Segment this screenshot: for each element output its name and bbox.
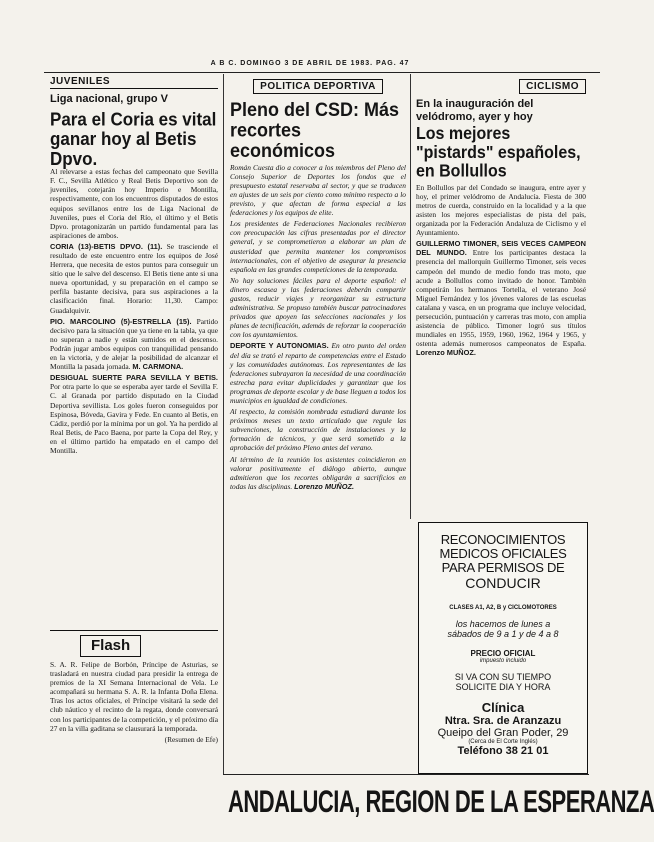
ad-line: SOLICITE DIA Y HORA <box>455 682 551 692</box>
banner-rule <box>223 774 589 775</box>
article-lead: GUILLERMO TIMONER, SEIS VECES CAMPEON DEL MUNDO. <box>416 239 586 258</box>
article-paragraph: Por otra parte lo que se esperaba ayer tarde el Sevilla F. C. al Granada por partido disputado en la Ciudad Deportiva sevillista. Los goles fueron conseguidos por Espinosa, Bóveda, Gavira y Fede. En cuanto al Betis, en Cádiz, perdió por la mínima por un gol. Ya ha perdido al Real Betis, de Paco Baena, por parte la Copa del Rey, y en el último partido ha empatado en el campo del Montilla. <box>50 382 218 455</box>
ad-line: los hacemos de lunes a <box>455 619 551 629</box>
article-paragraph: Los presidentes de Federaciones Nacionales recibieron con preocupación las cifras presentadas por el director general, y se comprometieron a elaborar un plan de austeridad que permita mantener los compromisos internacionales, con el objetivo de asegurar la presencia española en las grandes competiciones de la temporada. <box>230 219 406 274</box>
article-paragraph: Román Cuesta dio a conocer a los miembros del Pleno del Consejo Superior de Deportes los fondos que el presupuesto estatal reservaba al sector, y que se traducen en ajustes de un seis por ciento como mínimo respecto a lo previsto, y que afectan de forma especial a las federaciones y los equipos de elite. <box>230 162 406 218</box>
article-lead: DEPORTE Y AUTONOMIAS. <box>230 341 329 351</box>
flash-title-box <box>80 635 141 657</box>
ad-line: Clínica <box>481 700 525 715</box>
column-ciclismo <box>416 76 586 516</box>
section-label: CICLISMO <box>519 79 586 94</box>
banner-box <box>228 783 654 820</box>
ad-line: CLASES A1, A2, B y CICLOMOTORES <box>449 605 557 611</box>
ad-line: MEDICOS OFICIALES <box>439 546 567 561</box>
advertisement <box>418 522 588 774</box>
section-label: JUVENILES <box>50 76 218 89</box>
flash-signature: (Resumen de Efe) <box>164 734 218 744</box>
headline: Pleno del CSD: Más recortes económicos <box>230 98 400 162</box>
byline: Lorenzo MUÑOZ. <box>416 348 476 358</box>
article-paragraph: Al término de la reunión los asistentes coincidieron en valorar positivamente el diálogo abierto, aunque admitieron que los recortes obligarán a sacrificios en todas las disciplinas. <box>230 454 406 491</box>
article-paragraph: Entre los participantes destaca la presencia del mallorquín Guillermo Timoner, seis veces campeón del mundo de medio fondo tras moto, que acude a Bollullos como invitado de honor. También competirán los hermanos Tortella, el veterano José Miguel Fernández y los jóvenes valores de las escuelas catalana y vasca, en un programa que incluye velocidad, persecución, puntuación y carreras tras moto, con amplia asistencia de público. Timoner logró sus títulos mundiales en 1955, 1959, 1960, 1962, 1964 y 1965, y ostenta además numerosos campeonatos de España. <box>416 248 586 349</box>
ad-line: (Cerca de El Corte Inglés) <box>468 739 538 745</box>
flash-text: S. A. R. Felipe de Borbón, Príncipe de Asturias, se trasladará en nuestra ciudad para presidir la entrega de premios de la XI Semana Internacional de Vela. Le acompañará su hermana S. A. R. la Infanta Doña Elena. Tras los actos oficiales, el Príncipe visitará la sede del club náutico y el recinto de la regata, donde conversará con los participantes de la competición, y el próximo día 27 en la villa gaditana se clausurará la temporada. <box>50 660 218 733</box>
article-paragraph: En Bollullos par del Condado se inaugura, entre ayer y hoy, el primer velódromo de Andalucía. Fiesta de 300 metros de cuerda, construido en la localidad y a la que asisten los mejores especialistas de pista del país, organizada por la Federación Andaluza de Ciclismo y el Ayuntamiento. <box>416 182 586 238</box>
ad-line: sábados de 9 a 1 y de 4 a 8 <box>447 629 559 639</box>
article-paragraph: Partido decisivo para la situación que ya tiene en la tabla, ya que no superan a nadie y están sumidos en el descenso. Podrán jugar ambos equipos con tranquilidad pensando en la victoria, y de alejar la posibilidad de alcanzar el Montilla la pasada jornada. <box>50 316 218 372</box>
ad-line: Queipo del Gran Poder, 29 <box>437 727 569 739</box>
flash-box <box>50 630 218 773</box>
page-header: A B C. DOMINGO 3 DE ABRIL DE 1983. PAG. 47 <box>210 60 410 67</box>
headline: Los mejores "pistards" españoles, en Bollullos <box>416 125 581 181</box>
kicker: Liga nacional, grupo V <box>50 93 168 105</box>
column-divider <box>223 74 224 774</box>
section-label: POLITICA DEPORTIVA <box>253 79 383 94</box>
ad-line: impuesto incluido <box>479 658 527 664</box>
article-lead: DESIGUAL SUERTE PARA SEVILLA Y BETIS. <box>50 373 218 383</box>
byline: Lorenzo MUÑOZ. <box>294 481 355 491</box>
ad-line: CONDUCIR <box>465 575 541 591</box>
header-rule <box>44 72 600 73</box>
ad-line: PRECIO OFICIAL <box>470 649 536 658</box>
article-paragraph: No hay soluciones fáciles para el deporte español: el dinero escasea y las federaciones deberán compartir gastos, reducir viajes y reorganizar su estructura administrativa. Se propuso también buscar patrocinadores privados que apoyen las selecciones nacionales y los planes de tecnificación, además de reforzar la cooperación con los ayuntamientos. <box>230 275 406 340</box>
article-paragraph: Se trasciende el resultado de este encuentro entre los equipos de José Herrera, que necesita de estos puntos para conseguir un sitio que le salve del descenso. El Betis tiene ante si una nueva oportunidad, y su preparación en el campo se perfila bastante decisiva, para sus aspiraciones a la clasificación final. Horario: 11,30. Campo: Guadalquivir. <box>50 241 218 315</box>
column-divider <box>410 74 411 519</box>
ad-line: RECONOCIMIENTOS <box>440 532 566 547</box>
article-paragraph: Al respecto, la comisión nombrada estudiará durante los próximos meses un texto articulado que regule las subvenciones, la construcción de instalaciones y la formación de técnicos, y que será sometido a la aprobación del próximo Pleno antes del verano. <box>230 407 406 453</box>
byline: M. CARMONA. <box>132 362 184 372</box>
article-lead: CORIA (13)-BETIS DPVO. (11). <box>50 241 163 251</box>
ad-line: SI VA CON SU TIEMPO <box>454 672 552 682</box>
ad-line: PARA PERMISOS DE <box>441 560 565 575</box>
ad-line: Ntra. Sra. de Aranzazu <box>444 715 562 727</box>
headline: Para el Coria es vital ganar hoy al Betis Dpvo. <box>50 108 217 169</box>
article-paragraph: Al relevarse a estas fechas del campeonato que Sevilla F. C., Sevilla Atlético y Real Betis Deportivo son de juveniles, cotejarán hoy Imperio e Montilla, respectivamente, con los encuentros disputados de estos equipos sevillanos entre los de Liga Nacional de Juveniles, pues el Coria del Río, el último y el Betis Dpvo. protagonizarán un partido fundamental para las aspiraciones de ambos. <box>50 167 218 240</box>
kicker: En la inauguración del velódromo, ayer y hoy <box>416 98 534 123</box>
flash-title: Flash <box>91 637 131 654</box>
banner-headline: ANDALUCIA, REGION DE LA ESPERANZA <box>228 783 654 820</box>
article-lead: PIO. MARCOLINO (5)-ESTRELLA (15). <box>50 316 192 326</box>
column-politica-deportiva <box>230 76 406 772</box>
ad-line: Teléfono 38 21 01 <box>457 745 549 757</box>
article-paragraph: En otro punto del orden del día se trató el reparto de competencias entre el Estado y las comunidades autónomas. Los representantes de las federaciones subrayaron la necesidad de una coordinación estrecha para evitar duplicidades y garantizar que los programas de deporte escolar y de base lleguen a todos los municipios en igualdad de condiciones. <box>230 341 407 406</box>
